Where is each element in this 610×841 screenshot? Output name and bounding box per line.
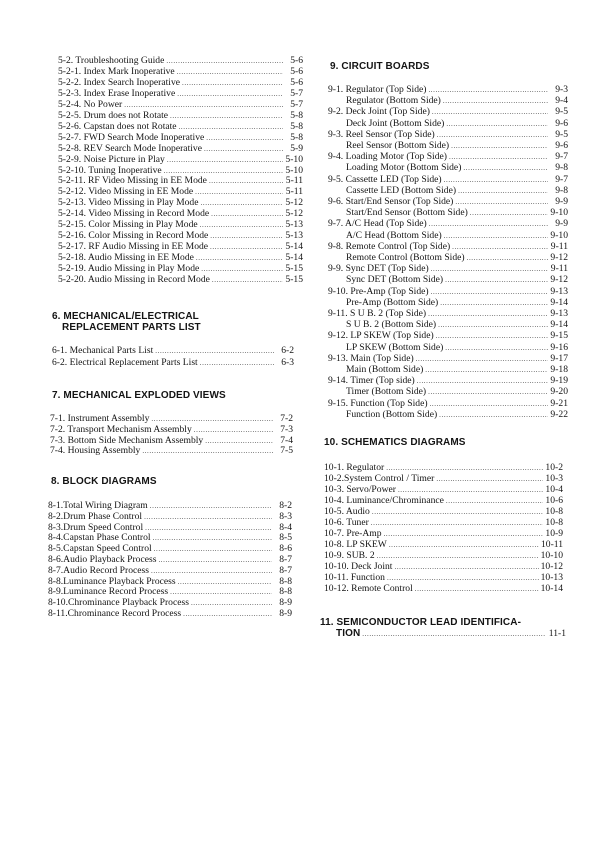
toc-entry[interactable] xyxy=(346,140,568,152)
entry-title: 8-10.Chrominance Playback Process xyxy=(48,597,189,609)
toc-entry[interactable] xyxy=(328,84,568,96)
entry-title: 10-8. LP SKEW xyxy=(324,539,387,550)
entry-title: 7-2. Transport Mechanism Assembly xyxy=(50,423,192,435)
section-8-title: 8. BLOCK DIAGRAMS xyxy=(51,476,157,487)
page-number: 9-17 xyxy=(550,352,568,364)
entry-title: 8-6.Audio Playback Process xyxy=(48,554,157,565)
entry-title: 5-2-6. Capstan does not Rotate xyxy=(58,120,177,132)
page-number: 5-7 xyxy=(290,87,303,99)
entry-title: 5-2-19. Audio Missing in Play Mode xyxy=(58,263,200,275)
entry-title: 9-6. Start/End Sensor (Top Side) xyxy=(328,196,454,207)
page-number: 10-9 xyxy=(545,528,563,539)
entry-title: Pre-Amp (Bottom Side) xyxy=(346,296,439,308)
page-number: 9-9 xyxy=(555,218,568,230)
entry-title: 9-11. S U B. 2 (Top Side) xyxy=(328,308,427,319)
entry-title: Regulator (Bottom Side) xyxy=(346,95,441,107)
page-number: 5-8 xyxy=(290,131,303,143)
page-number: 9-6 xyxy=(555,140,568,151)
dot-leader xyxy=(212,275,283,286)
dot-leader xyxy=(183,609,272,620)
entry-title: Sync DET (Bottom Side) xyxy=(346,274,444,286)
page-number: 9-5 xyxy=(555,106,568,118)
entry-title: 7-3. Bottom Side Mechanism Assembly xyxy=(50,434,204,446)
page-number: 10-10 xyxy=(540,550,563,561)
entry-title: Reel Sensor (Bottom Side) xyxy=(346,140,450,151)
page-number: 9-9 xyxy=(555,196,568,207)
toc-entry[interactable] xyxy=(328,129,568,141)
entry-title: 9-7. A/C Head (Top Side) xyxy=(328,218,427,230)
entry-title: 5-2-7. FWD Search Mode Inoperative xyxy=(58,131,205,143)
page-number: 5-10 xyxy=(285,153,303,165)
page-number: 8-2 xyxy=(279,500,292,511)
dot-leader xyxy=(362,629,546,640)
entry-title: 10-10. Deck Joint xyxy=(324,561,393,572)
toc-entry[interactable] xyxy=(346,230,568,242)
entry-title: 9-12. LP SKEW (Top Side) xyxy=(328,330,434,342)
entry-title: 5-2. Troubleshooting Guide xyxy=(58,55,165,66)
entry-title: 10-5. Audio xyxy=(324,506,370,517)
page-number: 5-8 xyxy=(290,109,303,121)
entry-title: 5-2-20. Audio Missing in Record Mode xyxy=(58,274,210,285)
entry-title: 5-2-15. Color Missing in Play Mode xyxy=(58,219,198,231)
entry-title: 10-7. Pre-Amp xyxy=(324,528,382,539)
page-number: 5-13 xyxy=(285,230,303,242)
page-number: 6-2 xyxy=(281,345,294,356)
page-number: 5-11 xyxy=(285,186,303,198)
page-number: 7-4 xyxy=(280,434,293,446)
entry-title: 9-5. Cassette LED (Top Side) xyxy=(328,173,442,185)
toc-entry[interactable] xyxy=(346,95,568,107)
page-number: 9-18 xyxy=(550,364,568,375)
page-number: 8-3 xyxy=(279,510,292,522)
toc-entry[interactable] xyxy=(346,319,568,331)
entry-title: Function (Bottom Side) xyxy=(346,408,438,420)
page-number: 5-14 xyxy=(285,252,303,264)
page-number: 9-21 xyxy=(550,397,568,409)
page-number: 7-5 xyxy=(280,445,293,457)
toc-entry[interactable] xyxy=(328,241,568,253)
entry-title: Loading Motor (Bottom Side) xyxy=(346,162,462,174)
toc-entry[interactable] xyxy=(328,263,568,275)
entry-title: 5-2-9. Noise Picture in Play xyxy=(58,153,165,165)
page-number: 9-8 xyxy=(555,162,568,174)
toc-entry[interactable] xyxy=(52,357,294,369)
entry-title: Main (Bottom Side) xyxy=(346,364,424,375)
entry-title: 5-2-11. RF Video Missing in EE Mode xyxy=(58,175,207,187)
page-number: 8-9 xyxy=(279,597,292,609)
toc-entry[interactable] xyxy=(328,398,568,410)
page-number: 5-6 xyxy=(290,55,303,66)
page-number: 9-19 xyxy=(550,375,568,387)
page-number: 9-22 xyxy=(550,408,568,420)
page-number: 8-6 xyxy=(279,543,292,555)
entry-title: 5-2-8. REV Search Mode Inoperative xyxy=(58,142,202,154)
page-number: 10-13 xyxy=(540,572,563,583)
page-number: 9-11 xyxy=(550,263,568,275)
toc-entry[interactable] xyxy=(346,409,568,421)
page-number: 9-14 xyxy=(550,296,568,308)
page-number: 5-8 xyxy=(290,120,303,132)
page-number: 5-10 xyxy=(285,164,303,176)
page-number: 5-9 xyxy=(290,142,303,154)
page-number: 10-3 xyxy=(545,473,563,484)
toc-entry[interactable] xyxy=(346,252,568,264)
toc-entry[interactable] xyxy=(52,345,294,357)
section-11-title-line-1: 11. SEMICONDUCTOR LEAD IDENTIFICA- xyxy=(320,617,522,628)
entry-title: 9-8. Remote Control (Top Side) xyxy=(328,240,451,252)
toc-entry[interactable] xyxy=(324,583,563,595)
entry-title: 9-2. Deck Joint (Top Side) xyxy=(328,106,430,118)
entry-title: 8-8.Luminance Playback Process xyxy=(48,575,176,587)
entry-title: 5-2-13. Video Missing in Play Mode xyxy=(58,197,199,209)
entry-title: 9-4. Loading Motor (Top Side) xyxy=(328,151,447,163)
entry-title: 9-15. Function (Top Side) xyxy=(328,397,428,409)
page-number: 9-3 xyxy=(555,84,568,95)
page-number: 9-7 xyxy=(555,173,568,185)
entry-title: 8-3.Drum Speed Control xyxy=(48,521,144,533)
page-number: 10-6 xyxy=(545,495,563,506)
page-number: 6-3 xyxy=(281,356,294,368)
entry-title: Timer (Bottom Side) xyxy=(346,386,427,398)
entry-title: 7-4. Housing Assembly xyxy=(50,445,141,457)
toc-entry[interactable] xyxy=(346,162,568,174)
page-number: 8-8 xyxy=(279,586,292,598)
page-number: 8-7 xyxy=(279,554,292,565)
page-number: 5-12 xyxy=(285,197,303,209)
entry-title: Deck Joint (Bottom Side) xyxy=(346,117,445,129)
page-number: 9-11 xyxy=(550,240,568,252)
entry-title: 9-9. Sync DET (Top Side) xyxy=(328,263,429,275)
toc-entry[interactable] xyxy=(346,274,568,286)
entry-title: Cassette LED (Bottom Side) xyxy=(346,184,457,196)
entry-title: 5-2-3. Index Erase Inoperative xyxy=(58,87,176,99)
toc-entry[interactable] xyxy=(328,174,568,186)
entry-title: 9-10. Pre-Amp (Top Side) xyxy=(328,285,429,297)
entry-title: 5-2-12. Video Missing in EE Mode xyxy=(58,186,194,198)
entry-title: 10-3. Servo/Power xyxy=(324,484,396,495)
entry-title: Start/End Sensor (Bottom Side) xyxy=(346,207,468,219)
toc-entry[interactable] xyxy=(328,286,568,298)
page-number: 5-15 xyxy=(285,274,303,285)
page-number: 9-8 xyxy=(555,184,568,196)
section-6-title-line-2: REPLACEMENT PARTS LIST xyxy=(62,322,201,333)
page-number: 9-14 xyxy=(550,319,568,331)
page-number: 9-10 xyxy=(550,229,568,241)
toc-entry[interactable] xyxy=(328,375,568,387)
entry-title: 10-11. Function xyxy=(324,572,385,583)
page-number: 9-20 xyxy=(550,386,568,398)
toc-entry[interactable] xyxy=(328,353,568,365)
entry-title: 10-12. Remote Control xyxy=(324,583,413,594)
entry-title: A/C Head (Bottom Side) xyxy=(346,229,442,241)
dot-leader xyxy=(439,410,548,421)
toc-entry[interactable] xyxy=(346,342,568,354)
page-number: 5-6 xyxy=(290,76,303,88)
page-number: 10-8 xyxy=(545,517,563,528)
page-number: 11-1 xyxy=(548,628,566,639)
page-number: 8-7 xyxy=(279,564,292,576)
entry-title: 9-13. Main (Top Side) xyxy=(328,352,414,364)
page-number: 9-7 xyxy=(555,151,568,163)
page-number: 8-8 xyxy=(279,575,292,587)
toc-entry[interactable] xyxy=(346,207,568,219)
entry-title: 8-4.Capstan Phase Control xyxy=(48,532,151,544)
toc-entry[interactable] xyxy=(328,151,568,163)
dot-leader xyxy=(142,446,273,457)
page-number: 10-11 xyxy=(540,539,563,550)
page-number: 5-12 xyxy=(285,208,303,220)
page-number: 9-13 xyxy=(550,285,568,297)
entry-title: 8-9.Luminance Record Process xyxy=(48,586,169,598)
entry-title: 6-2. Electrical Replacement Parts List xyxy=(52,356,198,368)
entry-title: 9-14. Timer (Top side) xyxy=(328,375,415,387)
entry-title: 5-2-14. Video Missing in Record Mode xyxy=(58,208,210,220)
toc-entry[interactable] xyxy=(346,118,568,130)
page-number: 9-6 xyxy=(555,117,568,129)
page-number: 8-4 xyxy=(279,521,292,533)
entry-title: 8-1.Total Wiring Diagram xyxy=(48,500,148,511)
page-number: 10-4 xyxy=(545,484,563,495)
page-number: 9-12 xyxy=(550,274,568,286)
toc-entry[interactable] xyxy=(346,386,568,398)
entry-title: 9-1. Regulator (Top Side) xyxy=(328,84,427,95)
page-number: 9-10 xyxy=(550,207,568,219)
entry-title: 5-2-5. Drum does not Rotate xyxy=(58,109,169,121)
toc-entry[interactable] xyxy=(328,308,568,320)
entry-title: 5-2-1. Index Mark Inoperative xyxy=(58,65,175,77)
entry-title: 5-2-4. No Power xyxy=(58,98,123,110)
entry-title: 6-1. Mechanical Parts List xyxy=(52,345,154,356)
entry-title: 9-3. Reel Sensor (Top Side) xyxy=(328,128,435,140)
page-number: 10-2 xyxy=(545,462,563,473)
section-9-title: 9. CIRCUIT BOARDS xyxy=(330,61,430,72)
toc-entry[interactable] xyxy=(328,106,568,118)
entry-title: 10-9. SUB. 2 xyxy=(324,550,375,561)
dot-leader xyxy=(200,358,274,369)
dot-leader xyxy=(155,346,274,357)
toc-entry[interactable] xyxy=(346,185,568,197)
page-number: 9-5 xyxy=(555,128,568,140)
entry-title: 5-2-17. RF Audio Missing in EE Mode xyxy=(58,241,209,253)
entry-title: 10-4. Luminance/Chrominance xyxy=(324,495,444,506)
entry-title: 8-7.Audio Record Process xyxy=(48,564,149,576)
entry-title: 10-6. Tuner xyxy=(324,517,369,528)
page-number: 9-16 xyxy=(550,341,568,353)
entry-title: 8-2.Drum Phase Control xyxy=(48,510,143,522)
page-number: 5-15 xyxy=(285,263,303,275)
section-7-title: 7. MECHANICAL EXPLODED VIEWS xyxy=(52,390,226,401)
section-10-title: 10. SCHEMATICS DIAGRAMS xyxy=(324,437,466,448)
dot-leader xyxy=(415,584,539,595)
page-number: 5-11 xyxy=(285,175,303,187)
page-number: 5-7 xyxy=(290,98,303,110)
section-11-entry xyxy=(336,628,566,640)
entry-title: 10-1. Regulator xyxy=(324,462,385,473)
entry-title: 8-5.Capstan Speed Control xyxy=(48,543,152,555)
entry-title: 5-2-16. Color Missing in Record Mode xyxy=(58,230,209,242)
page-number: 10-12 xyxy=(540,561,563,572)
entry-title: 7-1. Instrument Assembly xyxy=(50,413,150,424)
toc-entry[interactable] xyxy=(48,608,292,620)
page-number: 8-5 xyxy=(279,532,292,544)
entry-title: 5-2-2. Index Search Inoperative xyxy=(58,76,181,88)
toc-entry[interactable] xyxy=(50,445,293,457)
entry-title: S U B. 2 (Bottom Side) xyxy=(346,319,437,331)
page-number: 5-6 xyxy=(290,65,303,77)
entry-title: 8-11.Chrominance Record Process xyxy=(48,608,182,619)
page-number: 10-14 xyxy=(540,583,563,594)
page-number: 8-9 xyxy=(279,608,292,619)
section-11-title-line-2: TION xyxy=(336,628,361,639)
entry-title: Remote Control (Bottom Side) xyxy=(346,252,465,263)
entry-title: 5-2-10. Tuning Inoperative xyxy=(58,164,162,176)
page-number: 10-8 xyxy=(545,506,563,517)
toc-entry[interactable] xyxy=(328,196,568,208)
page-number: 7-2 xyxy=(280,413,293,424)
page-number: 5-13 xyxy=(285,219,303,231)
page-number: 9-4 xyxy=(555,95,568,107)
toc-entry[interactable] xyxy=(346,297,568,309)
toc-entry[interactable] xyxy=(328,330,568,342)
page-number: 9-13 xyxy=(550,308,568,319)
page-number: 5-14 xyxy=(285,241,303,253)
toc-entry[interactable] xyxy=(346,364,568,376)
toc-entry[interactable] xyxy=(58,274,303,286)
toc-entry[interactable] xyxy=(328,218,568,230)
page-number: 9-15 xyxy=(550,330,568,342)
page-number: 7-3 xyxy=(280,423,293,435)
page-number: 9-12 xyxy=(550,252,568,263)
entry-title: 10-2.System Control / Timer xyxy=(324,473,435,484)
entry-title: LP SKEW (Bottom Side) xyxy=(346,341,444,353)
entry-title: 5-2-18. Audio Missing in EE Mode xyxy=(58,252,194,264)
section-6-title-line-1: 6. MECHANICAL/ELECTRICAL xyxy=(52,311,199,322)
